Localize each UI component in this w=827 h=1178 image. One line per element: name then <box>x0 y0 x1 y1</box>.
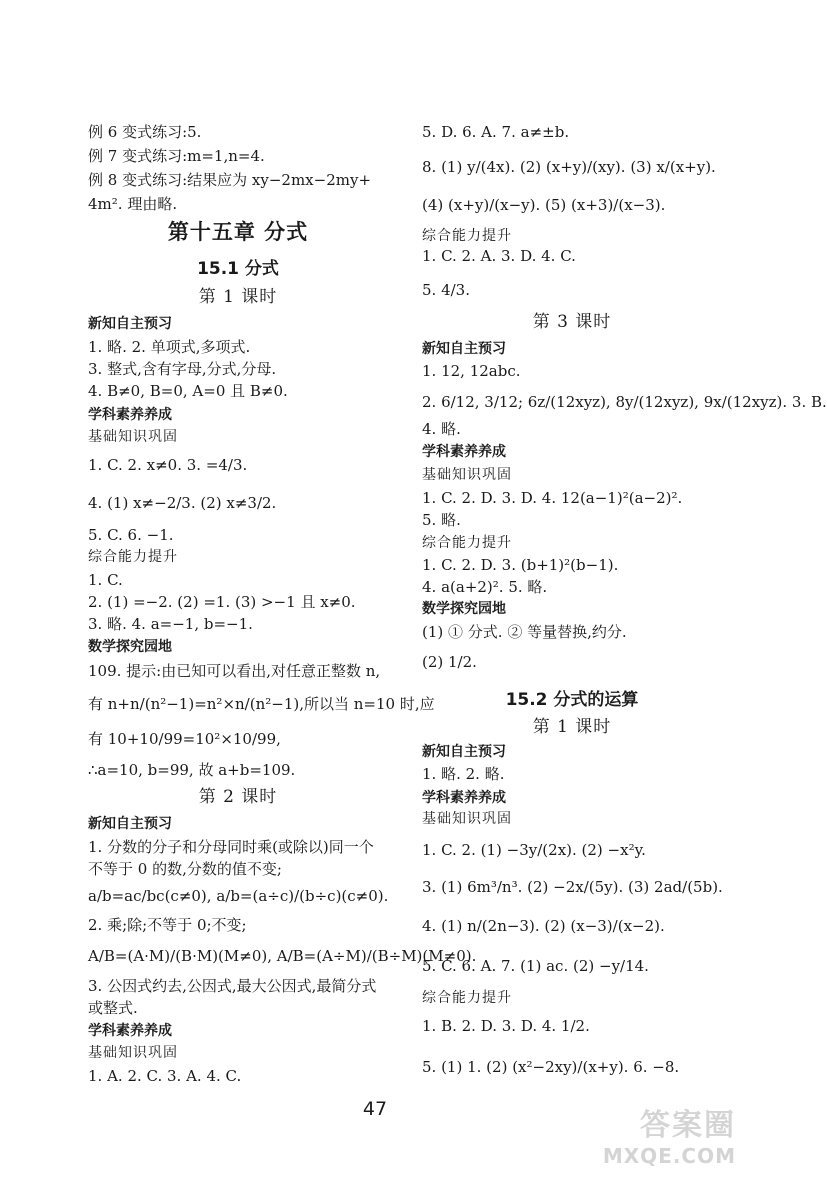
answer-line: 1. B. 2. D. 3. D. 4. 1/2. <box>422 1017 590 1035</box>
answer-line: 5. C. 6. −1. <box>88 526 174 544</box>
answer-line: 5. (1) 1. (2) (x²−2xy)/(x+y). 6. −8. <box>422 1058 680 1076</box>
answer-line: 4. B≠0, B=0, A=0 且 B≠0. <box>88 382 288 400</box>
answer-line: 5. C. 6. A. 7. (1) ac. (2) −y/14. <box>422 957 649 975</box>
answer-line: 或整式. <box>88 999 138 1017</box>
section-heading: 新知自主预习 <box>88 316 172 332</box>
page-number: 47 <box>362 1098 388 1120</box>
answer-line: (1) ① 分式. ② 等量替换,约分. <box>422 623 627 641</box>
answer-line: 1. C. <box>88 571 123 589</box>
section-heading: 新知自主预习 <box>422 744 506 760</box>
answer-line: 109. 提示:由已知可以看出,对任意正整数 n, <box>88 662 381 680</box>
answer-line: 1. C. 2. A. 3. D. 4. C. <box>422 247 576 265</box>
answer-line: 4. (1) x≠−2/3. (2) x≠3/2. <box>88 494 277 512</box>
answer-line: 1. 12, 12abc. <box>422 362 521 380</box>
subsection-heading: 基础知识巩固 <box>88 429 178 445</box>
answer-line: 有 10+10/99=10²×10/99, <box>88 730 281 748</box>
answer-line: 例 7 变式练习:m=1,n=4. <box>88 147 265 165</box>
answer-line: 1. A. 2. C. 3. A. 4. C. <box>88 1067 242 1085</box>
answer-line: 4m². 理由略. <box>88 195 178 213</box>
section-heading: 学科素养养成 <box>88 1023 172 1039</box>
answer-line: 4. 略. <box>422 420 461 438</box>
answer-line: 4. (1) n/(2n−3). (2) (x−3)/(x−2). <box>422 917 665 935</box>
subsection-heading: 基础知识巩固 <box>422 467 512 483</box>
subsection-heading: 综合能力提升 <box>422 228 512 244</box>
answer-line: 1. C. 2. D. 3. D. 4. 12(a−1)²(a−2)². <box>422 489 683 507</box>
subsection-heading: 综合能力提升 <box>422 990 512 1006</box>
answer-line: 5. 略. <box>422 511 461 529</box>
chapter-title: 第十五章 分式 <box>167 220 309 244</box>
section-title: 15.2 分式的运算 <box>505 690 639 710</box>
answer-line: 1. 略. 2. 略. <box>422 765 505 783</box>
answer-line: 1. C. 2. D. 3. (b+1)²(b−1). <box>422 556 619 574</box>
answer-line: (2) 1/2. <box>422 653 477 671</box>
answer-line: 1. C. 2. (1) −3y/(2x). (2) −x²y. <box>422 841 646 859</box>
answer-line: 3. (1) 6m³/n³. (2) −2x/(5y). (3) 2ad/(5b). <box>422 878 723 896</box>
subsection-heading: 基础知识巩固 <box>88 1045 178 1061</box>
section-heading: 学科素养养成 <box>88 407 172 423</box>
lesson-heading: 第 1 课时 <box>532 717 612 737</box>
answer-line: a/b=ac/bc(c≠0), a/b=(a÷c)/(b÷c)(c≠0). <box>88 887 389 905</box>
answer-line: 5. D. 6. A. 7. a≠±b. <box>422 123 570 141</box>
section-title: 15.1 分式 <box>197 259 279 279</box>
answer-line: 例 8 变式练习:结果应为 xy−2mx−2my+ <box>88 171 372 189</box>
watermark <box>603 1100 736 1168</box>
answer-line: 有 n+n/(n²−1)=n²×n/(n²−1),所以当 n=10 时,应 <box>88 695 435 713</box>
subsection-heading: 基础知识巩固 <box>422 811 512 827</box>
answer-line: (4) (x+y)/(x−y). (5) (x+3)/(x−3). <box>422 196 666 214</box>
answer-line: 2. 乘;除;不等于 0;不变; <box>88 916 247 934</box>
answer-line: 例 6 变式练习:5. <box>88 123 202 141</box>
section-heading: 学科素养养成 <box>422 444 506 460</box>
answer-line: 3. 略. 4. a=−1, b=−1. <box>88 615 253 633</box>
section-heading: 新知自主预习 <box>88 816 172 832</box>
subsection-heading: 综合能力提升 <box>88 549 178 565</box>
section-heading: 学科素养养成 <box>422 790 506 806</box>
answer-line: 2. (1) =−2. (2) =1. (3) >−1 且 x≠0. <box>88 593 356 611</box>
answer-line: 3. 整式,含有字母,分式,分母. <box>88 360 277 378</box>
watermark-url: MXQE.COM <box>602 1144 736 1168</box>
answer-line: 2. 6/12, 3/12; 6z/(12xyz), 8y/(12xyz), 9x/(12xyz). 3. B. <box>422 393 827 411</box>
answer-line: 4. a(a+2)². 5. 略. <box>422 578 548 596</box>
answer-line: A/B=(A·M)/(B·M)(M≠0), A/B=(A÷M)/(B÷M)(M≠0). <box>88 947 477 965</box>
answer-line: 5. 4/3. <box>422 281 470 299</box>
answer-line: 1. C. 2. x≠0. 3. =4/3. <box>88 456 248 474</box>
answer-line: 1. 略. 2. 单项式,多项式. <box>88 338 251 356</box>
lesson-heading: 第 2 课时 <box>198 787 278 807</box>
section-heading: 新知自主预习 <box>422 341 506 357</box>
answer-line: 1. 分数的分子和分母同时乘(或除以)同一个 <box>88 838 374 856</box>
subsection-heading: 综合能力提升 <box>422 535 512 551</box>
lesson-heading: 第 1 课时 <box>198 287 278 307</box>
answer-line: ∴a=10, b=99, 故 a+b=109. <box>88 761 296 779</box>
answer-line: 不等于 0 的数,分数的值不变; <box>88 860 282 878</box>
lesson-heading: 第 3 课时 <box>532 312 612 332</box>
section-heading: 数学探究园地 <box>88 639 172 655</box>
watermark-logo: 答案圈 <box>640 1108 736 1143</box>
section-heading: 数学探究园地 <box>422 601 506 617</box>
answer-line: 3. 公因式约去,公因式,最大公因式,最简分式 <box>88 977 377 995</box>
answer-line: 8. (1) y/(4x). (2) (x+y)/(xy). (3) x/(x+y). <box>422 158 716 176</box>
